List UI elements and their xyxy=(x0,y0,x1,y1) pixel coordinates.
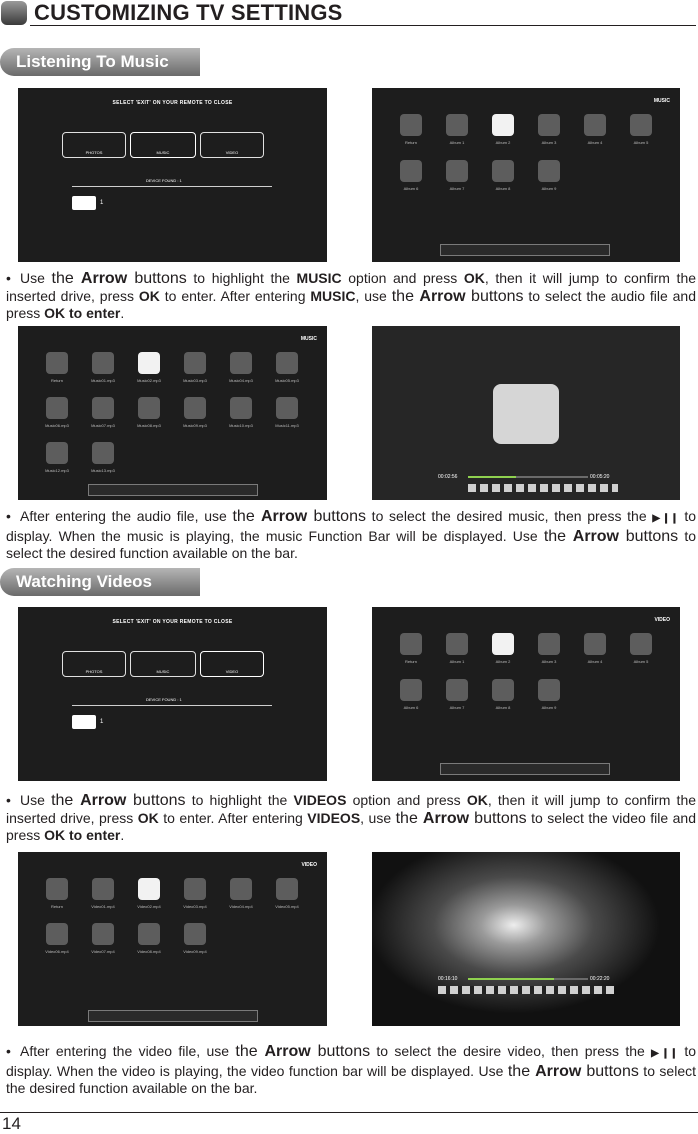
music-label: MUSIC xyxy=(156,150,170,155)
grid-label: Album 1 xyxy=(449,140,465,145)
play-pause-icon: ▶❙❙ xyxy=(652,513,679,524)
grid-label: Music08.mp3 xyxy=(137,423,161,428)
grid-label: Video02.mp4 xyxy=(137,904,161,909)
grid-label: Video06.mp4 xyxy=(45,949,69,954)
video-screen-title: VIDEO xyxy=(654,617,670,623)
photos-label: PHOTOS xyxy=(85,150,103,155)
file-icon xyxy=(92,923,114,945)
screenshot-video-playing xyxy=(372,852,680,1026)
grid-label: Music04.mp3 xyxy=(229,378,253,383)
file-icon xyxy=(46,923,68,945)
grid-label: Video09.mp4 xyxy=(183,949,207,954)
grid-label: Album 8 xyxy=(495,186,511,191)
grid-label: Album 6 xyxy=(403,186,419,191)
return-icon xyxy=(46,352,68,374)
progress-track xyxy=(468,978,588,980)
grid-label: Music12.mp3 xyxy=(45,468,69,473)
grid-label: Album 4 xyxy=(587,659,603,664)
album-icon xyxy=(630,114,652,136)
album-icon xyxy=(492,114,514,136)
file-icon xyxy=(230,878,252,900)
grid-label: Music11.mp3 xyxy=(275,423,299,428)
usb-count: 1 xyxy=(100,719,104,725)
album-icon xyxy=(446,679,468,701)
device-found-label: DEVICE FOUND : 1 xyxy=(146,178,182,183)
time-start: 00:02:56 xyxy=(438,474,458,480)
album-icon xyxy=(538,114,560,136)
grid-label: Album 6 xyxy=(403,705,419,710)
file-icon xyxy=(92,878,114,900)
grid-label: Music06.mp3 xyxy=(45,423,69,428)
instruction-paragraph-3: • Use the Arrow buttons to highlight the VIDEOS option and press OK, then it will jump to confirm the inserted drive, press OK to enter. After entering VIDEOS, use the Arrow buttons to select the video file and press OK to enter. xyxy=(6,792,697,843)
album-icon xyxy=(538,160,560,182)
progress-track xyxy=(468,476,588,478)
file-icon xyxy=(92,352,114,374)
grid-label: Album 2 xyxy=(495,659,511,664)
time-end: 00:05:20 xyxy=(590,474,610,480)
info-bar xyxy=(440,244,610,256)
grid-label: Music03.mp3 xyxy=(183,378,207,383)
grid-label: Music02.mp3 xyxy=(137,378,161,383)
album-icon xyxy=(630,633,652,655)
photos-tile xyxy=(62,651,126,677)
time-end: 00:22:20 xyxy=(590,976,610,982)
play-pause-icon: ▶❙❙ xyxy=(651,1048,678,1059)
grid-label: Album 8 xyxy=(495,705,511,710)
screenshot-album-grid xyxy=(372,88,680,262)
file-icon xyxy=(46,442,68,464)
section-title-video: Watching Videos xyxy=(0,568,200,596)
screenshot-main-menu-video xyxy=(18,607,327,781)
music-screen-title: MUSIC xyxy=(653,98,670,104)
video-label: VIDEO xyxy=(225,150,239,155)
file-icon xyxy=(92,442,114,464)
grid-label: Music07.mp3 xyxy=(91,423,115,428)
album-icon xyxy=(492,633,514,655)
grid-label: Return xyxy=(50,378,63,383)
file-icon xyxy=(138,397,160,419)
page-number: 14 xyxy=(2,1114,21,1133)
file-icon xyxy=(138,878,160,900)
function-bar xyxy=(468,484,618,492)
screenshot-main-menu-music xyxy=(18,88,327,262)
file-icon xyxy=(138,923,160,945)
video-tile xyxy=(200,132,264,158)
header-rule xyxy=(30,25,696,26)
grid-label: Video05.mp4 xyxy=(275,904,299,909)
album-icon xyxy=(446,114,468,136)
grid-label: Album 2 xyxy=(495,140,511,145)
menu-title: SELECT 'EXIT' ON YOUR REMOTE TO CLOSE xyxy=(112,619,233,625)
instruction-paragraph-2: • After entering the audio file, use the Arrow buttons to select the desired music, then press the ▶❙❙ to display. When the music is playing, the music Function Bar will be displayed. Use the Arrow buttons to select the desired function available on the bar. xyxy=(6,508,697,561)
return-icon xyxy=(400,114,422,136)
grid-label: Album 7 xyxy=(449,186,465,191)
screenshot-music-playing xyxy=(372,326,680,500)
header-badge-icon xyxy=(1,1,27,25)
music-label: MUSIC xyxy=(156,669,170,674)
album-icon xyxy=(400,679,422,701)
device-rule xyxy=(72,186,272,187)
usb-count: 1 xyxy=(100,200,104,206)
grid-label: Return xyxy=(404,659,417,664)
music-tile xyxy=(130,132,196,158)
grid-label: Album 5 xyxy=(633,659,649,664)
file-icon xyxy=(138,352,160,374)
grid-label: Music10.mp3 xyxy=(229,423,253,428)
info-bar xyxy=(440,763,610,775)
file-icon xyxy=(92,397,114,419)
return-icon xyxy=(400,633,422,655)
page-title: CUSTOMIZING TV SETTINGS xyxy=(34,0,343,25)
album-icon xyxy=(584,114,606,136)
album-icon xyxy=(538,679,560,701)
instruction-paragraph-4: • After entering the video file, use the Arrow buttons to select the desire video, then press the ▶❙❙ to display. When the video is playing, the video function bar will be displayed. Use the Arrow buttons to select the desired function available on the bar. xyxy=(6,1043,697,1096)
file-icon xyxy=(184,397,206,419)
file-icon xyxy=(46,397,68,419)
screenshot-music-files xyxy=(18,326,327,500)
file-icon xyxy=(184,923,206,945)
grid-label: Video07.mp4 xyxy=(91,949,115,954)
grid-label: Album 3 xyxy=(541,140,557,145)
grid-label: Album 9 xyxy=(541,186,557,191)
album-icon xyxy=(538,633,560,655)
album-icon xyxy=(446,160,468,182)
device-rule xyxy=(72,705,272,706)
music-tile xyxy=(130,651,196,677)
grid-label: Album 1 xyxy=(449,659,465,664)
file-icon xyxy=(276,878,298,900)
footer-rule xyxy=(0,1112,698,1113)
grid-label: Video03.mp4 xyxy=(183,904,207,909)
grid-label: Return xyxy=(50,904,63,909)
grid-label: Album 3 xyxy=(541,659,557,664)
file-icon xyxy=(230,352,252,374)
file-icon xyxy=(184,352,206,374)
video-label: VIDEO xyxy=(225,669,239,674)
grid-label: Video01.mp4 xyxy=(91,904,115,909)
file-icon xyxy=(184,878,206,900)
screenshot-video-albums xyxy=(372,607,680,781)
return-icon xyxy=(46,878,68,900)
grid-label: Music09.mp3 xyxy=(183,423,207,428)
file-icon xyxy=(276,397,298,419)
grid-label: Music13.mp3 xyxy=(91,468,115,473)
time-start: 00:16:10 xyxy=(438,976,458,982)
section-title-music: Listening To Music xyxy=(0,48,200,76)
grid-label: Music01.mp3 xyxy=(91,378,115,383)
grid-label: Music05.mp3 xyxy=(275,378,299,383)
instruction-paragraph-1: • Use the Arrow buttons to highlight the MUSIC option and press OK, then it will jump to confirm the inserted drive, press OK to enter. After entering MUSIC, use the Arrow buttons to select the audio file and press OK to enter. xyxy=(6,270,697,321)
info-bar xyxy=(88,1010,258,1022)
grid-label: Video08.mp4 xyxy=(137,949,161,954)
album-icon xyxy=(400,160,422,182)
usb-icon xyxy=(72,715,96,729)
video-screen-title: VIDEO xyxy=(301,862,317,868)
album-icon xyxy=(584,633,606,655)
progress-fill xyxy=(468,978,554,980)
file-icon xyxy=(230,397,252,419)
album-icon xyxy=(492,679,514,701)
file-icon xyxy=(276,352,298,374)
usb-icon xyxy=(72,196,96,210)
video-tile xyxy=(200,651,264,677)
photos-tile xyxy=(62,132,126,158)
screenshot-video-files xyxy=(18,852,327,1026)
grid-label: Album 5 xyxy=(633,140,649,145)
info-bar xyxy=(88,484,258,496)
album-icon xyxy=(446,633,468,655)
speaker-icon xyxy=(493,384,559,444)
device-found-label: DEVICE FOUND : 1 xyxy=(146,697,182,702)
grid-label: Return xyxy=(404,140,417,145)
grid-label: Album 7 xyxy=(449,705,465,710)
progress-fill xyxy=(468,476,516,478)
photos-label: PHOTOS xyxy=(85,669,103,674)
music-screen-title: MUSIC xyxy=(300,336,317,342)
menu-title: SELECT 'EXIT' ON YOUR REMOTE TO CLOSE xyxy=(112,100,233,106)
grid-label: Album 4 xyxy=(587,140,603,145)
grid-label: Video04.mp4 xyxy=(229,904,253,909)
grid-label: Album 9 xyxy=(541,705,557,710)
album-icon xyxy=(492,160,514,182)
function-bar xyxy=(438,986,614,994)
